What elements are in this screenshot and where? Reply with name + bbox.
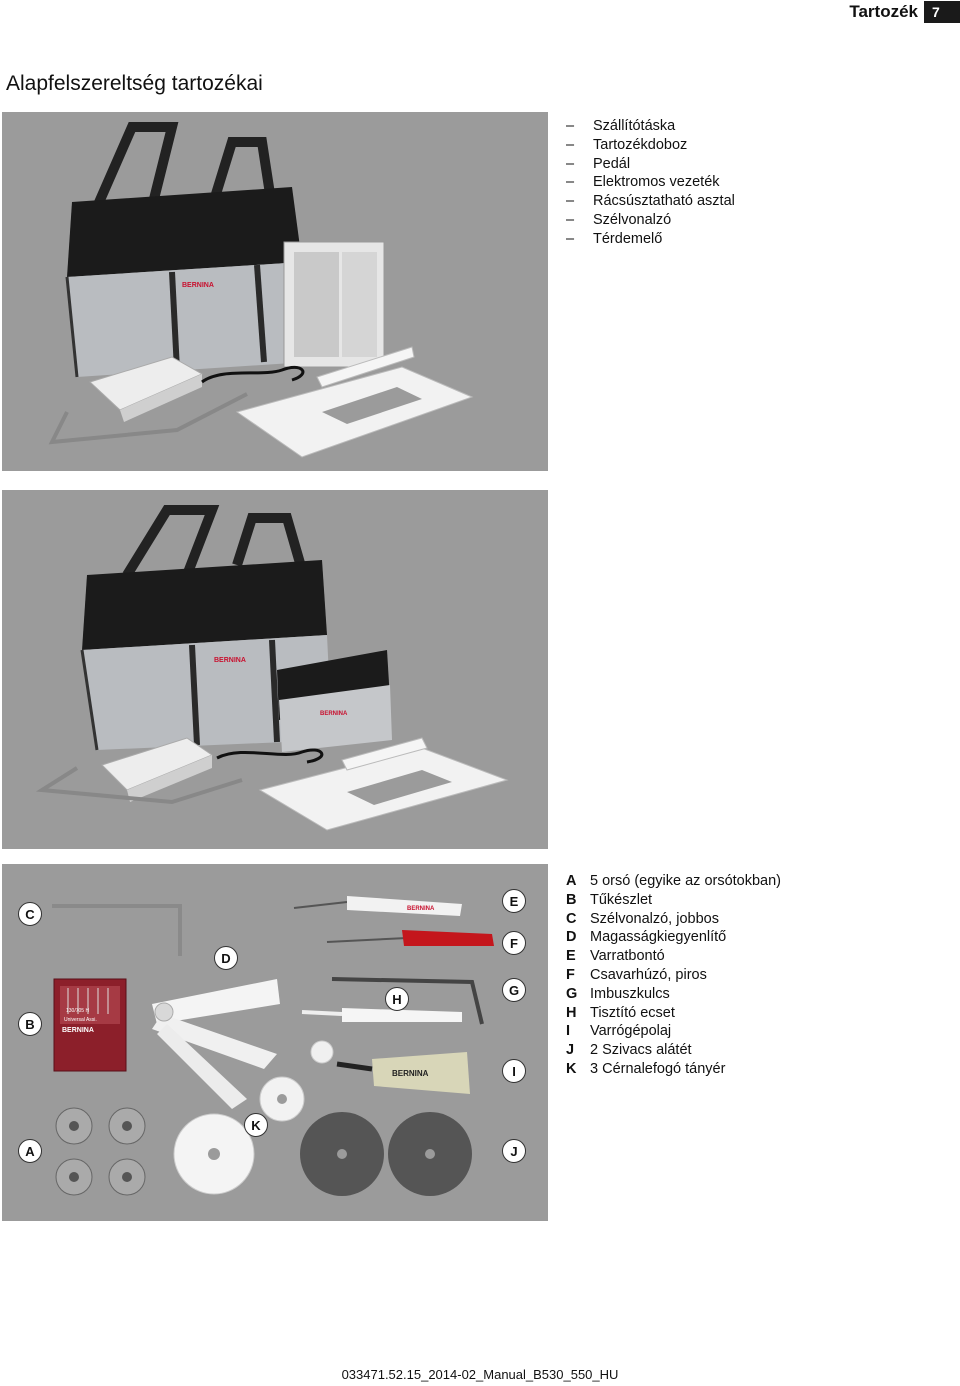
document-id-footer: 033471.52.15_2014-02_Manual_B530_550_HU [341, 1367, 619, 1382]
callout-j: J [502, 1139, 526, 1163]
tube-brand: BERNINA [392, 1069, 429, 1078]
callout-e: E [502, 889, 526, 913]
accessories-legend [566, 872, 781, 1079]
list-item: F Csavarhúzó, piros [566, 966, 707, 983]
callout-i: I [502, 1059, 526, 1083]
list-item: J 2 Szivacs alátét [566, 1042, 692, 1059]
callout-c: C [18, 902, 42, 926]
photo2-pouch-brand: BERNINA [320, 711, 348, 717]
callout-k: K [244, 1113, 268, 1137]
page-number: 7 [924, 1, 960, 23]
photo2-brand: BERNINA [214, 657, 246, 664]
list-item: – Pedál [566, 155, 631, 172]
screwdriver-brand: BERNINA [407, 906, 435, 912]
needle-pack-brand: BERNINA [62, 1027, 94, 1034]
callout-g: G [502, 978, 526, 1002]
list-item: H Tisztító ecset [566, 1004, 675, 1021]
list-item: – Szélvonalzó [566, 211, 672, 228]
photo-bag-with-pouch [2, 490, 548, 849]
photo-bag-with-box [2, 112, 548, 471]
list-item: – Tartozékdoboz [566, 136, 688, 153]
callout-h: H [385, 987, 409, 1011]
photo1-brand: BERNINA [182, 282, 214, 289]
page-title: Alapfelszereltség tartozékai [6, 72, 263, 95]
callout-d: D [214, 946, 238, 970]
list-item: D Magasságkiegyenlítő [566, 929, 727, 946]
list-item: I Varrógépolaj [566, 1023, 672, 1040]
callout-f: F [502, 931, 526, 955]
callout-b: B [18, 1012, 42, 1036]
list-item: C Szélvonalzó, jobbos [566, 910, 719, 927]
list-item: A 5 orsó (egyike az orsótokban) [566, 873, 782, 889]
needle-pack-line1: 130/705 H [66, 1008, 90, 1014]
callout-a: A [18, 1139, 42, 1163]
photo-accessories [2, 864, 548, 1221]
list-item: – Térdemelő [566, 230, 663, 247]
list-item: E Varratbontó [566, 948, 665, 965]
list-item: B Tűkészlet [566, 891, 653, 908]
list-item: K 3 Cérnalefogó tányér [566, 1060, 726, 1077]
list-item: – Rácsúsztatható asztal [566, 193, 735, 210]
list-item: – Szállítótáska [566, 118, 676, 134]
section-title: Tartozék [849, 2, 918, 21]
list-item: G Imbuszkulcs [566, 985, 670, 1002]
list-item: – Elektromos vezeték [566, 174, 720, 191]
needle-pack-line2: Universal Assi. [64, 1017, 97, 1023]
page-header [849, 0, 960, 24]
basic-accessories-list [566, 117, 735, 249]
